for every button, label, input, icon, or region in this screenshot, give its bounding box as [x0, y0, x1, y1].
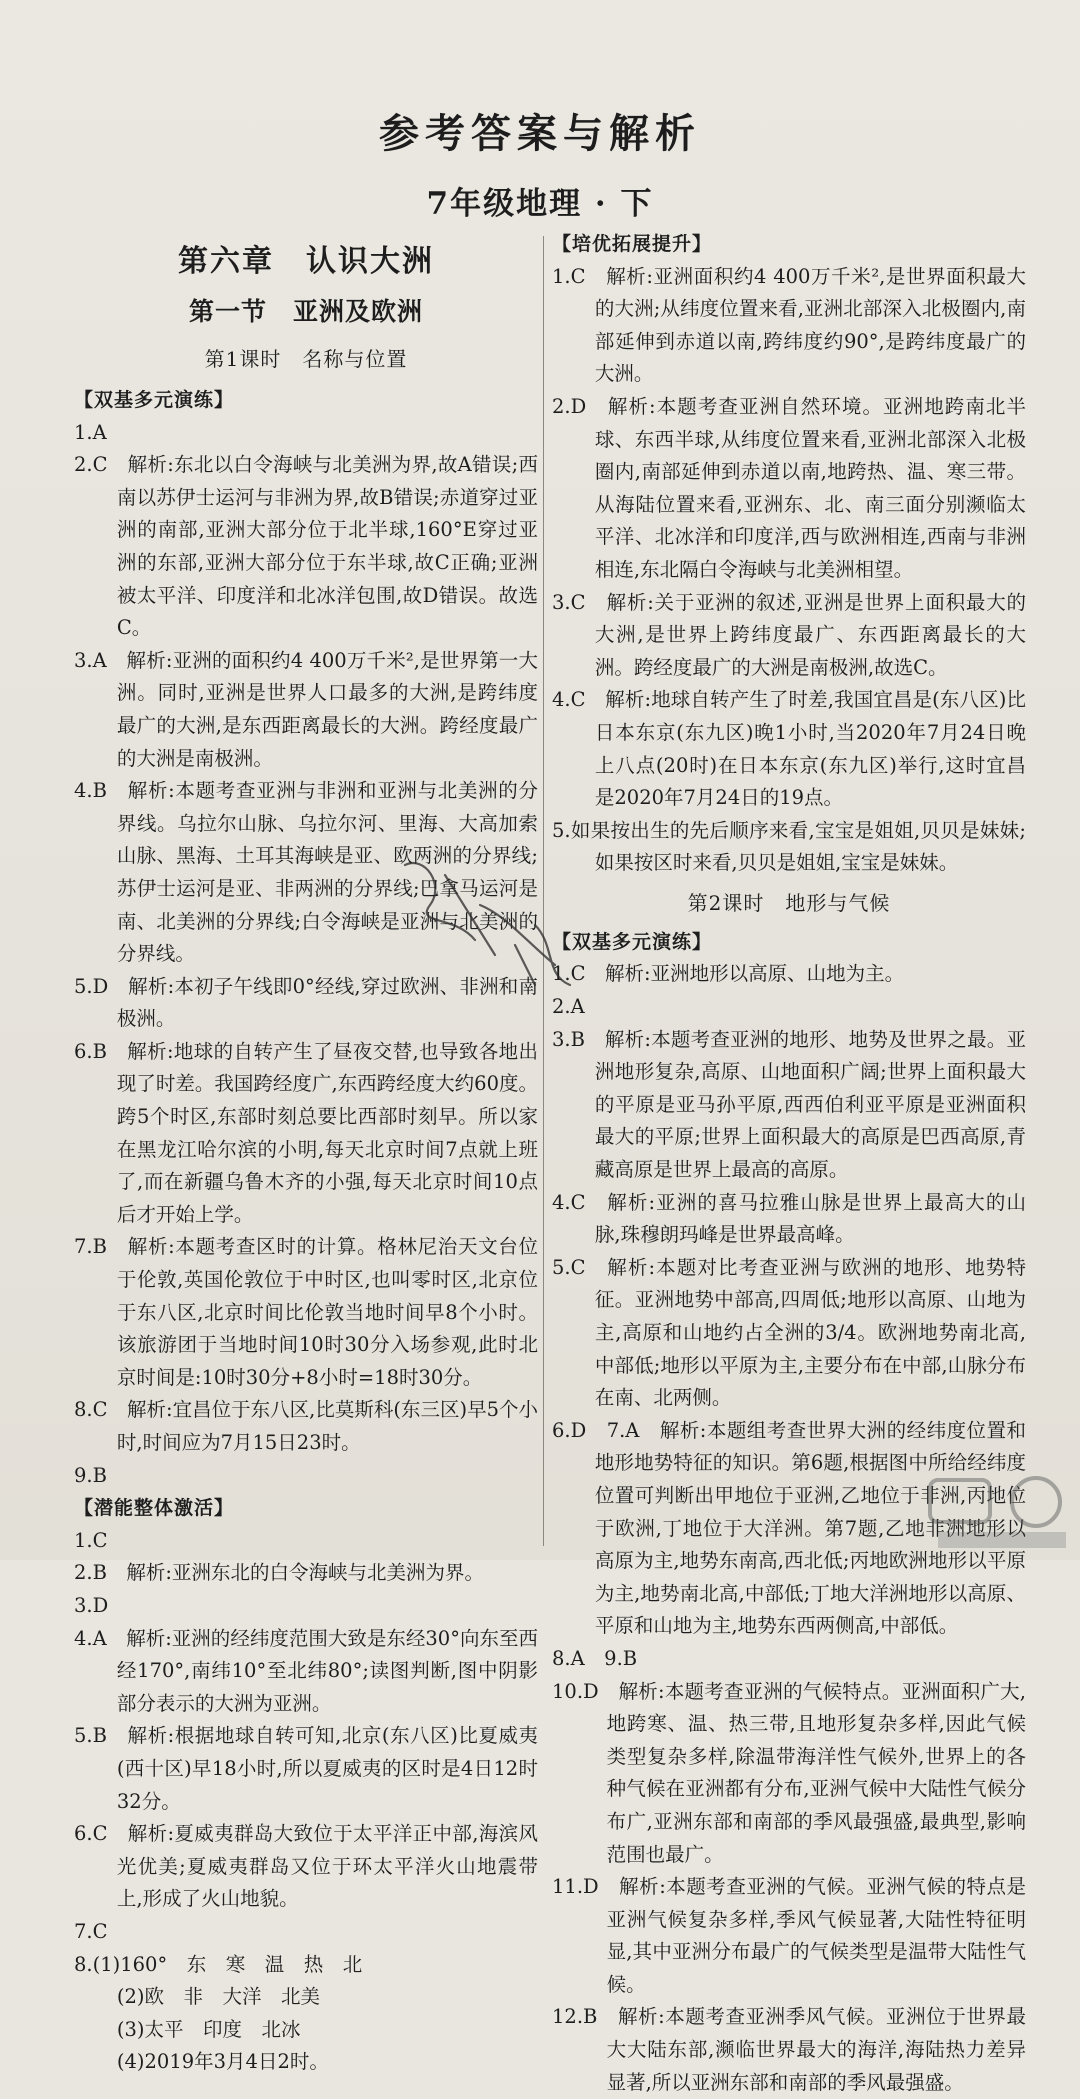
answer-item: 11.D 解析:本题考查亚洲的气候。亚洲气候的特点是亚洲气候复杂多样,季风气候显著,大陆性特征明显,其中亚洲分布最广的气候类型是温带大陆性气候。 — [552, 1875, 1026, 1996]
answer-item: 2.A — [552, 995, 585, 1019]
answer-list-potential — [74, 1525, 538, 1981]
answer-item: 5.如果按出生的先后顺序来看,宝宝是姐姐,贝贝是妹妹;如果按区时来看,贝贝是姐姐,宝宝是妹妹。 — [552, 818, 1026, 875]
answer-item: 3.D — [74, 1593, 109, 1617]
lesson-title-2: 第2课时 地形与气候 — [687, 890, 891, 915]
heading-extension: 【培优拓展提升】 — [552, 233, 713, 255]
answer-item: 1.C 解析:亚洲地形以高原、山地为主。 — [552, 962, 905, 986]
answer-item: 6.C 解析:夏威夷群岛大致位于太平洋正中部,海滨风光优美;夏威夷群岛又位于环太平洋火山地震带上,形成了火山地貌。 — [74, 1822, 538, 1911]
lesson-title: 第1课时 名称与位置 — [204, 347, 408, 371]
answer-item: 10.D 解析:本题考查亚洲的气候特点。亚洲面积广大,地跨寒、温、热三带,且地形复杂多样,因此气候类型复杂多样,除温带海洋性气候外,世界上的各种气候在亚洲都有分布,亚洲气候中大陆性气候分布广,亚洲东部和南部的季风最强盛,最典型,影响范围也最广。 — [552, 1679, 1026, 1866]
answer-subitem: (4)2019年3月4日2时。 — [116, 2050, 329, 2074]
chapter-title: 第六章 认识大洲 — [178, 244, 434, 279]
page-subtitle: 7年级地理 · 下 — [426, 186, 654, 222]
answer-item: 4.B 解析:本题考查亚洲与非洲和亚洲与北美洲的分界线。乌拉尔山脉、乌拉尔河、里海、大高加索山脉、黑海、土耳其海峡是亚、欧两洲的分界线;苏伊士运河是亚、非两洲的分界线;巴拿马运河是南、北美洲的分界线;白令海峡是亚洲与北美洲的分界线。 — [74, 779, 538, 966]
answer-item: 5.B 解析:根据地球自转可知,北京(东八区)比夏威夷(西十区)早18小时,所以夏威夷的区时是4日12时32分。 — [74, 1724, 538, 1813]
page-title: 参考答案与解析 — [379, 110, 701, 157]
answer-item: 12.B 解析:本题考查亚洲季风气候。亚洲位于世界最大大陆东部,濒临世界最大的海洋,海陆热力差异显著,所以亚洲东部和南部的季风最强盛。 — [552, 2005, 1026, 2094]
answer-item: 1.A — [74, 420, 107, 444]
answer-item: 6.B 解析:地球的自转产生了昼夜交替,也导致各地出现了时差。我国跨经度广,东西跨经度大约60度。跨5个时区,东部时刻总要比西部时刻早。所以家在黑龙江哈尔滨的小明,每天北京时间7点就上班了,而在新疆乌鲁木齐的小强,每天北京时间10点后才开始上学。 — [74, 1039, 538, 1226]
answer-item: 7.C — [74, 1919, 108, 1943]
heading-potential: 【潜能整体激活】 — [74, 1497, 235, 1520]
answer-list-extension — [552, 261, 1026, 880]
answer-item: 5.D 解析:本初子午线即0°经线,穿过欧洲、非洲和南极洲。 — [74, 974, 538, 1031]
answer-item: 8.(1)160° 东 寒 温 热 北 — [74, 1952, 363, 1976]
answer-8-subparts — [74, 1981, 538, 2079]
answer-item: 4.A 解析:亚洲的经纬度范围大致是东经30°向东至西经170°,南纬10°至北纬80°;读图判断,图中阴影部分表示的大洲为亚洲。 — [74, 1626, 538, 1715]
right-column — [552, 228, 1026, 2099]
answer-item: 4.C 解析:亚洲的喜马拉雅山脉是世界上最高大的山脉,珠穆朗玛峰是世界最高峰。 — [552, 1190, 1026, 1247]
answer-item: 1.C 解析:亚洲面积约4 400万千米²,是世界面积最大的大洲;从纬度位置来看,亚洲北部深入北极圈内,南部延伸到赤道以南,跨纬度约90°,是跨纬度最广的大洲。 — [552, 264, 1026, 386]
answer-subitem: (2)欧 非 大洋 北美 — [116, 1985, 321, 2009]
answer-item: 9.B — [74, 1463, 107, 1487]
answer-item: 3.C 解析:关于亚洲的叙述,亚洲是世界上面积最大的大洲,是世界上跨纬度最广、东西距离最长的大洲。跨经度最广的大洲是南极洲,故选C。 — [552, 590, 1026, 679]
answer-item: 3.A 解析:亚洲的面积约4 400万千米²,是世界第一大洲。同时,亚洲是世界人口最多的大洲,是跨纬度最广的大洲,是东西距离最长的大洲。跨经度最广的大洲是南极洲。 — [74, 648, 538, 770]
answer-item: 3.B 解析:本题考查亚洲的地形、地势及世界之最。亚洲地形复杂,高原、山地面积广阔;世界上面积最大的平原是亚马孙平原,西西伯利亚平原是亚洲面积最大的平原;世界上面积最大的高原是巴西高原,青藏高原是世界上最高的高原。 — [552, 1027, 1026, 1182]
pen-scribble-mark — [385, 845, 585, 1005]
answer-item: 8.A 9.B — [552, 1646, 638, 1670]
heading-basic-practice-2: 【双基多元演练】 — [552, 930, 713, 953]
answer-item: 6.D 7.A 解析:本题组考查世界大洲的经纬度位置和地形地势特征的知识。第6题,根据图中所给经纬度位置可判断出甲地位于亚洲,乙地位于非洲,丙地位于欧洲,丁地位于大洋洲。第7题,乙地非洲地形以高原为主,地势东南高,西北低;丙地欧洲地形以平原为主,地势南北高,中部低;丁地大洋洲地形以高原、平原和山地为主,地势东西两侧高,中部低。 — [552, 1418, 1026, 1638]
answer-item: 1.C — [74, 1528, 108, 1552]
answer-item: 4.C 解析:地球自转产生了时差,我国宜昌是(东八区)比日本东京(东九区)晚1小时,当2020年7月24日晚上八点(20时)在日本东京(东九区)举行,这时宜昌是2020年7月24日的19点。 — [552, 688, 1026, 810]
answer-item: 2.D 解析:本题考查亚洲自然环境。亚洲地跨南北半球、东西半球,从纬度位置来看,亚洲北部深入北极圈内,南部延伸到赤道以南,地跨热、温、寒三带。从海陆位置来看,亚洲东、北、南三面分别濒临太平洋、北冰洋和印度洋,西与欧洲相连,西南与非洲相连,东北隔白令海峡与北美洲相望。 — [552, 394, 1026, 581]
heading-basic-practice: 【双基多元演练】 — [74, 389, 235, 411]
answer-item: 7.B 解析:本题考查区时的计算。格林尼治天文台位于伦敦,英国伦敦位于中时区,也叫零时区,北京位于东八区,北京时间比伦敦当地时间早8个小时。该旅游团于当地时间10时30分入场参观,此时北京时间是:10时30分+8小时=18时30分。 — [74, 1235, 538, 1389]
answer-item: 5.C 解析:本题对比考查亚洲与欧洲的地形、地势特征。亚洲地势中部高,四周低;地形以高原、山地为主,高原和山地约占全洲的3/4。欧洲地势南北高,中部低;地形以平原为主,主要分布在中部,山脉分布在南、北两侧。 — [552, 1255, 1026, 1410]
answer-item: 2.B 解析:亚洲东北的白令海峡与北美洲为界。 — [74, 1561, 485, 1585]
answer-item: 2.C 解析:东北以白令海峡与北美洲为界,故A错误;西南以苏伊士运河与非洲为界,故B错误;赤道穿过亚洲的南部,亚洲大部分位于北半球,160°E穿过亚洲的东部,亚洲大部分位于东半球,故C正确;亚洲被太平洋、印度洋和北冰洋包围,故D错误。故选C。 — [74, 453, 538, 640]
watermark-logo — [924, 1474, 1074, 1554]
answer-item: 8.C 解析:宜昌位于东八区,比莫斯科(东三区)早5个小时,时间应为7月15日23时。 — [74, 1398, 538, 1454]
answer-subitem: (3)太平 印度 北冰 — [116, 2017, 301, 2041]
section-title: 第一节 亚洲及欧洲 — [188, 297, 423, 326]
left-column — [74, 228, 538, 2079]
